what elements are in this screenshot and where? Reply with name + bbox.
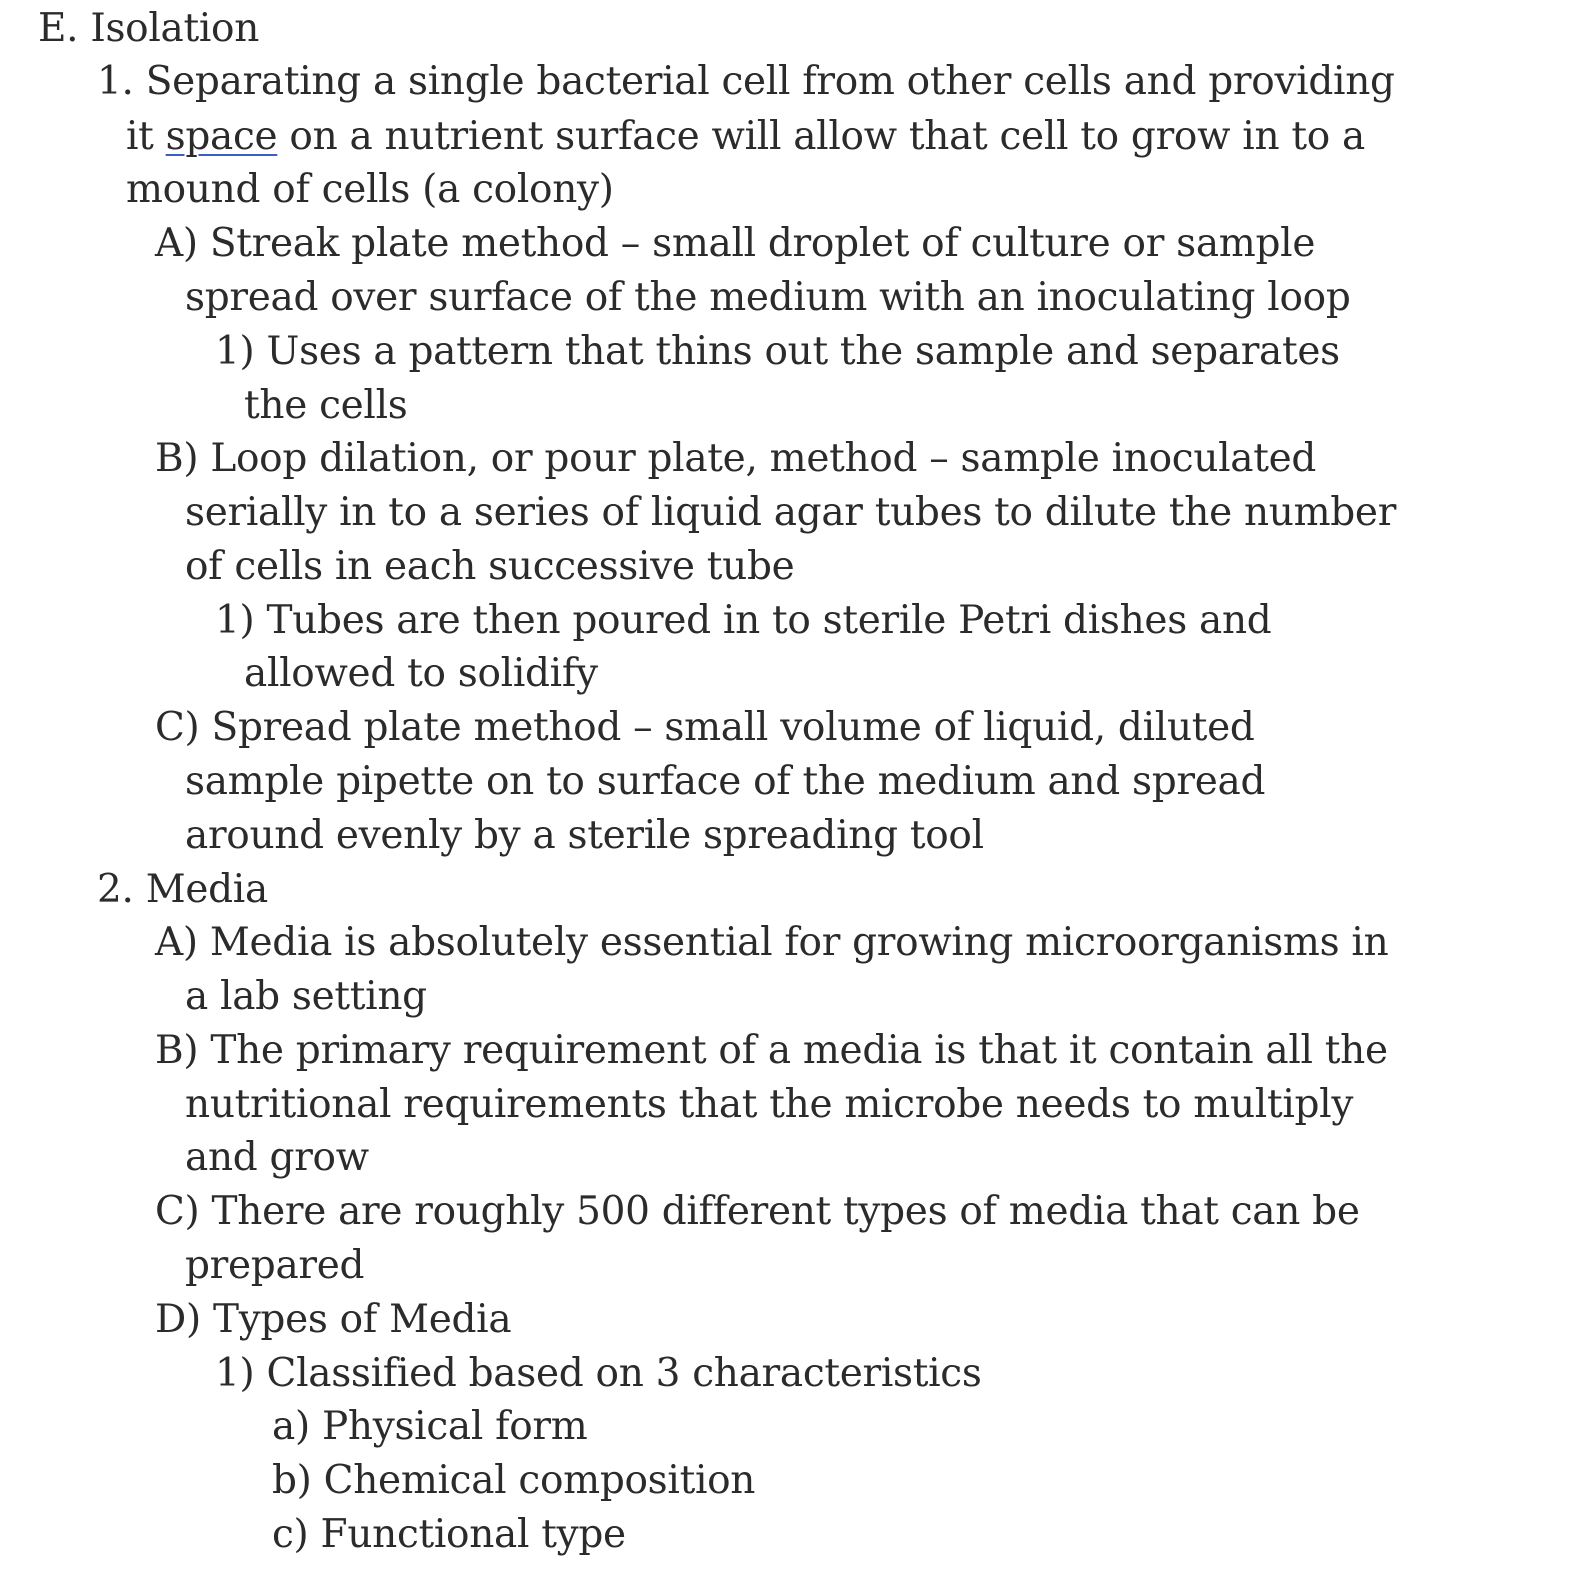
item1-line2-start: it (126, 114, 166, 159)
item2-title: 2. Media (97, 867, 268, 912)
item2-d-sub1: 1) Classified based on 3 characteristics (215, 1351, 982, 1396)
spellcheck-word-space: space (165, 114, 278, 159)
item2-c-line1: C) There are roughly 500 different types of media that can be (155, 1189, 1360, 1234)
item1-b-line1: B) Loop dilation, or pour plate, method – sample inoculated (155, 436, 1317, 481)
item2-d-sub1-c: c) Functional type (272, 1512, 626, 1557)
item1-b-sub1-line1: 1) Tubes are then poured in to sterile Petri dishes and (215, 598, 1272, 643)
item1-line2-end: on a nutrient surface will allow that cell to grow in to a (277, 114, 1365, 159)
item2-a-line2: a lab setting (185, 974, 427, 1019)
item2-b-line2: nutritional requirements that the microbe needs to multiply (185, 1082, 1354, 1127)
item2-a-line1: A) Media is absolutely essential for growing microorganisms in (155, 920, 1389, 965)
item1-line2 (126, 110, 1365, 164)
section-heading: E. Isolation (38, 6, 260, 51)
item1-b-line3: of cells in each successive tube (185, 544, 795, 589)
item1-a-line2: spread over surface of the medium with an inoculating loop (185, 275, 1351, 320)
item2-c-line2: prepared (185, 1243, 365, 1288)
item1-line3: mound of cells (a colony) (126, 167, 614, 212)
item2-b-line3: and grow (185, 1135, 369, 1180)
item1-b-line2: serially in to a series of liquid agar tubes to dilute the number (185, 490, 1397, 535)
item1-c-line2: sample pipette on to surface of the medium and spread (185, 759, 1266, 804)
item1-a-sub1-line2: the cells (244, 383, 408, 428)
item1-a-line1: A) Streak plate method – small droplet of culture or sample (155, 221, 1316, 266)
item1-a-sub1-line1: 1) Uses a pattern that thins out the sample and separates (215, 329, 1340, 374)
item2-b-line1: B) The primary requirement of a media is that it contain all the (155, 1028, 1388, 1073)
item1-line1: 1. Separating a single bacterial cell from other cells and providing (97, 59, 1395, 104)
item1-c-line1: C) Spread plate method – small volume of liquid, diluted (155, 705, 1255, 750)
item2-d-sub1-a: a) Physical form (272, 1404, 588, 1449)
item1-b-sub1-line2: allowed to solidify (244, 651, 598, 696)
item2-d-title: D) Types of Media (155, 1297, 512, 1342)
item1-c-line3: around evenly by a sterile spreading tool (185, 813, 984, 858)
item2-d-sub1-b: b) Chemical composition (272, 1458, 756, 1503)
